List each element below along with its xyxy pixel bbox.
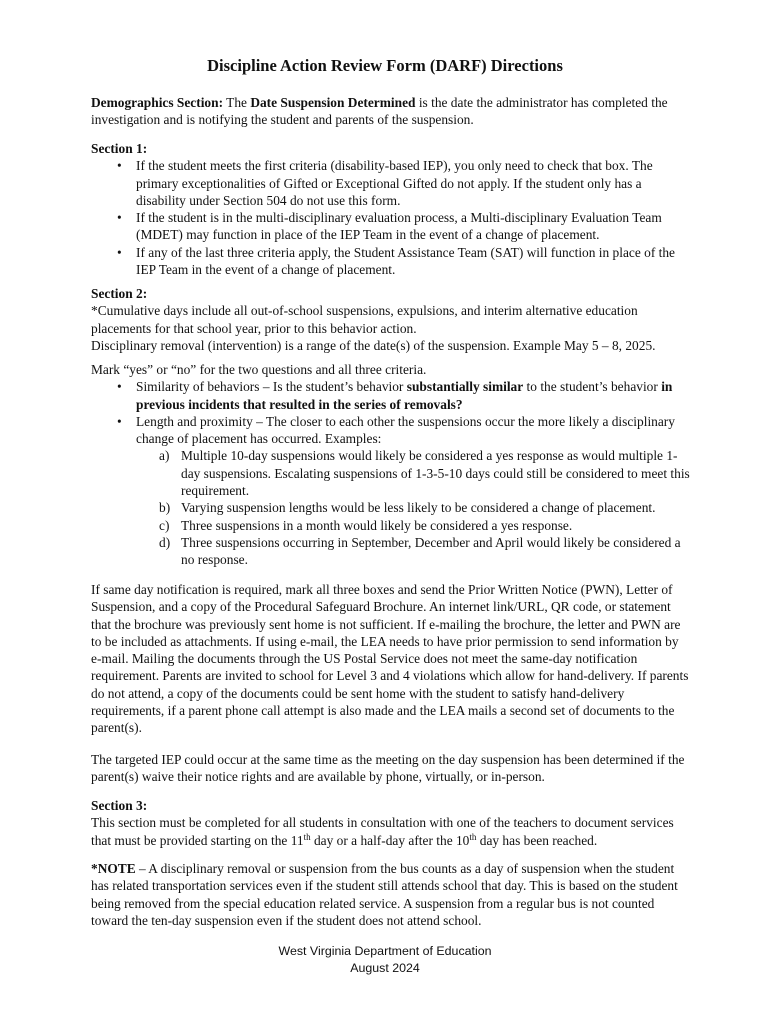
example-text: Three suspensions in a month would likely be considered a yes response.	[181, 517, 573, 533]
note-paragraph	[91, 860, 691, 929]
similarity-bold-2: in previous incidents that resulted in the series of removals?	[136, 379, 673, 412]
notification-section	[91, 581, 691, 737]
cumulative-days-note: *Cumulative days include all out-of-school suspensions, expulsions, and interim alternative education placements for that school year, prior to this behavior action.	[91, 303, 638, 336]
section-3-heading-text: Section 3:	[91, 798, 148, 813]
similarity-text: Similarity of behaviors – Is the student’s behavior	[136, 379, 407, 395]
section-3-text-1: This section must be completed for all students in consultation with one of the teachers to document services that must be provided starting on the 11	[91, 815, 674, 848]
section-3-sup-2: th	[469, 831, 477, 842]
examples-list	[91, 447, 691, 568]
example-item	[91, 499, 691, 516]
example-item	[91, 534, 691, 569]
document-title: Discipline Action Review Form (DARF) Directions	[207, 56, 563, 75]
notification-paragraph: If same day notification is required, mark all three boxes and send the Prior Written Notice (PWN), Letter of Suspension, and a copy of the Procedural Safeguard Brochure. An internet link/URL, QR code, or statement that the brochure was previously sent home is not sufficient. If e-mailing the brochure, the letter and PWN are to be included as attachments. If using e-mail, the LEA needs to have prior permission to send information by e-mail. Mailing the documents through the US Postal Service does not meet the same-day notification requirement. Parents are invited to school for Level 3 and 4 violations which allow for hand-delivery. If parents do not attend, a copy of the documents could be sent home with the student to satisfy hand-delivery requirements, if a parent phone call attempt is also made and the LEA mails a second set of documents to the parent(s).	[91, 582, 689, 736]
example-text: Multiple 10-day suspensions would likely be considered a yes response as would multiple 1-day suspensions. Escalating suspensions of 1-3-5-10 days could still be considered to meet this requirement.	[181, 448, 690, 499]
mark-intro: Mark “yes” or “no” for the two questions and all three criteria.	[91, 362, 427, 377]
section-3-heading	[91, 797, 691, 814]
targeted-iep-paragraph: The targeted IEP could occur at the same time as the meeting on the day suspension has been determined if the parent(s) waive their notice rights and are available by phone, virtually, or in-person.	[91, 752, 685, 785]
demographics-section	[91, 94, 691, 129]
section-3-paragraph	[91, 814, 691, 849]
example-marker: b)	[159, 500, 171, 516]
section-3	[91, 797, 691, 849]
section-1-heading-text: Section 1:	[91, 141, 148, 156]
date-suspension-determined-term: Date Suspension Determined	[250, 95, 416, 110]
section-3-text-3: day has been reached.	[476, 832, 598, 848]
section-2-heading-text: Section 2:	[91, 286, 148, 301]
example-marker: c)	[159, 517, 170, 533]
section-2-heading	[91, 285, 691, 302]
example-text: Varying suspension lengths would be less likely to be considered a change of placement.	[181, 500, 656, 516]
section-1-bullet: • If any of the last three criteria apply, the Student Assistance Team (SAT) will function in place of the IEP Team in the event of a change of placement.	[91, 244, 691, 279]
section-3-text-2: day or a half-day after the 10	[310, 832, 470, 848]
disciplinary-removal-note: Disciplinary removal (intervention) is a range of the date(s) of the suspension. Example May 5 – 8, 2025.	[91, 337, 656, 353]
similarity-bold-1: substantially similar	[406, 379, 524, 395]
section-3-sup-1: th	[303, 831, 311, 842]
section-1-bullet: • If the student meets the first criteria (disability-based IEP), you only need to check that box. The primary exceptionalities of Gifted or Exceptional Gifted do not apply. If the student only has a disability under Section 504 do not use this form.	[91, 157, 691, 209]
similarity-text-2: to the student’s behavior	[523, 379, 662, 395]
example-marker: d)	[159, 534, 171, 550]
demographics-paragraph	[91, 94, 691, 129]
section-1	[91, 140, 691, 278]
note-text: – A disciplinary removal or suspension from the bus counts as a day of suspension when the student has related transportation services even if the student still attends school that day. This is based on the student being removed from the special education related service. A suspension from a regular bus is not counted toward the ten-day suspension even if the student does not attend school.	[91, 861, 678, 928]
example-marker: a)	[159, 448, 170, 464]
section-2	[91, 285, 691, 354]
criteria-block	[91, 361, 691, 569]
demographics-text-2: is the date the administrator has completed the investigation and is notifying the student and parents of the suspension.	[91, 95, 668, 128]
section-1-bullet-list	[91, 157, 691, 278]
example-item	[91, 447, 691, 499]
example-text: Three suspensions occurring in September, December and April would likely be considered a no response.	[181, 534, 681, 568]
footer-date: August 2024	[350, 961, 420, 975]
footer-organization: West Virginia Department of Education	[278, 944, 492, 958]
demographics-text-1: The	[223, 95, 251, 110]
section-1-heading	[91, 140, 691, 157]
section-1-bullet: • If the student is in the multi-disciplinary evaluation process, a Multi-disciplinary Evaluation Team (MDET) may function in place of the IEP Team in the event of a change of placement.	[91, 209, 691, 244]
footer	[0, 943, 770, 977]
length-proximity-bullet: • Length and proximity – The closer to each other the suspensions occur the more likely a disciplinary change of placement has occurred. Examples:	[91, 413, 691, 448]
demographics-heading: Demographics Section:	[91, 95, 224, 110]
targeted-iep-section	[91, 751, 691, 786]
note-section	[91, 860, 691, 929]
note-label: *NOTE	[91, 861, 136, 876]
similarity-bullet	[91, 378, 691, 413]
criteria-bullet-list	[91, 378, 691, 447]
example-item	[91, 517, 691, 534]
